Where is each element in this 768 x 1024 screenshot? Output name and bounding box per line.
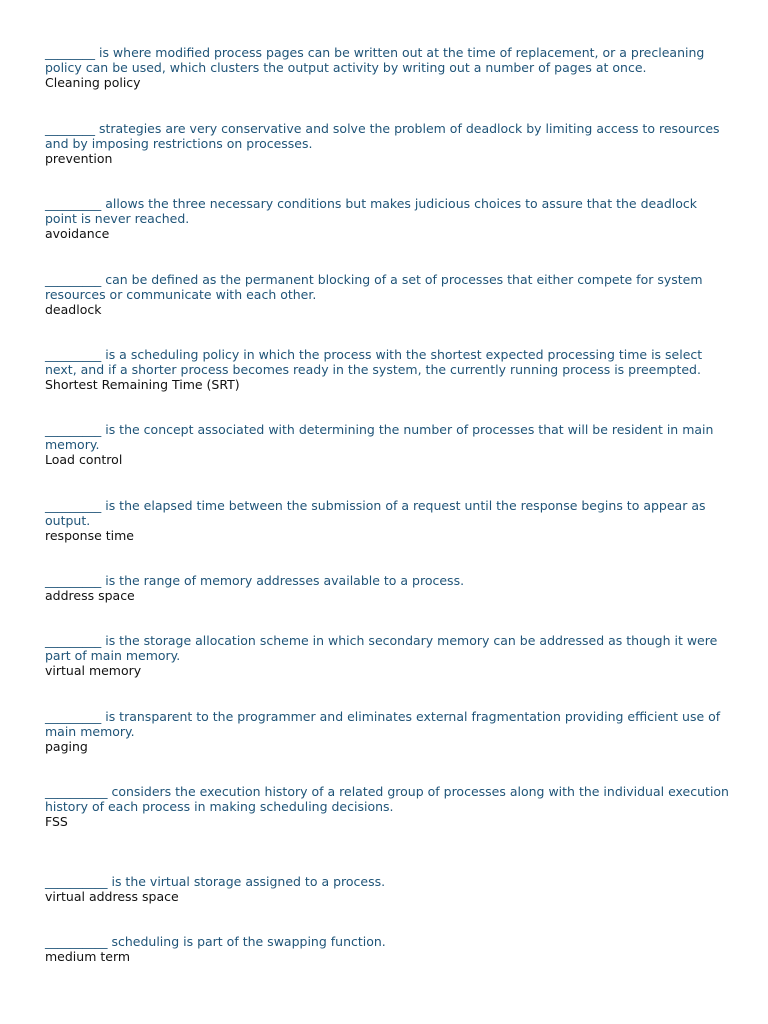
flashcard-question: _________ can be defined as the permanent blocking of a set of processes that either compete for system resources or communicate with each other.: [45, 272, 703, 303]
flashcard: [45, 498, 730, 544]
flashcard-question: _________ allows the three necessary conditions but makes judicious choices to assure that the deadlock point is never reached.: [45, 196, 698, 227]
flashcard: [45, 45, 730, 91]
flashcard: [45, 784, 730, 830]
flashcard-question: __________ scheduling is part of the swapping function.: [45, 934, 386, 949]
flashcard-answer: Load control: [45, 452, 123, 468]
flashcard-answer: deadlock: [45, 302, 102, 318]
flashcard-question: _________ is the elapsed time between the submission of a request until the response begins to appear as output.: [45, 498, 706, 529]
flashcard: [45, 633, 730, 679]
flashcard-answer: FSS: [45, 814, 68, 830]
flashcard: [45, 934, 730, 964]
flashcard: [45, 573, 730, 603]
flashcard-answer: Shortest Remaining Time (SRT): [45, 377, 240, 393]
flashcard-question: __________ is the virtual storage assigned to a process.: [45, 874, 386, 889]
flashcard-question: ________ is where modified process pages can be written out at the time of replacement, or a precleaning policy can be used, which clusters the output activity by writing out a number of pages at once.: [45, 45, 705, 76]
flashcard: [45, 121, 730, 167]
flashcard-answer: medium term: [45, 949, 131, 965]
flashcard: [45, 272, 730, 318]
flashcard-question: ________ strategies are very conservative and solve the problem of deadlock by limiting access to resources and by imposing restrictions on processes.: [45, 121, 720, 152]
flashcard-answer: prevention: [45, 151, 113, 167]
flashcard-question: _________ is the storage allocation scheme in which secondary memory can be addressed as though it were part of main memory.: [45, 633, 718, 664]
flashcard-question: _________ is a scheduling policy in which the process with the shortest expected processing time is select next, and if a shorter process becomes ready in the system, the currently running process is preempted.: [45, 347, 703, 378]
flashcard-question: __________ considers the execution history of a related group of processes along with the individual execution history of each process in making scheduling decisions.: [45, 784, 729, 815]
flashcard: [45, 347, 730, 393]
flashcard: [45, 422, 730, 468]
flashcard-answer: virtual address space: [45, 889, 179, 905]
flashcard: [45, 709, 730, 755]
flashcard-answer: response time: [45, 528, 134, 544]
flashcard: [45, 874, 730, 904]
flashcard-answer: address space: [45, 588, 135, 604]
flashcard-answer: Cleaning policy: [45, 75, 141, 91]
flashcard-question: _________ is the concept associated with determining the number of processes that will be resident in main memory.: [45, 422, 714, 453]
flashcard: [45, 196, 730, 242]
flashcard-answer: virtual memory: [45, 663, 142, 679]
flashcard-answer: avoidance: [45, 226, 110, 242]
flashcard-question: _________ is the range of memory addresses available to a process.: [45, 573, 465, 588]
flashcard-answer: paging: [45, 739, 88, 755]
flashcard-question: _________ is transparent to the programmer and eliminates external fragmentation providing efficient use of main memory.: [45, 709, 721, 740]
